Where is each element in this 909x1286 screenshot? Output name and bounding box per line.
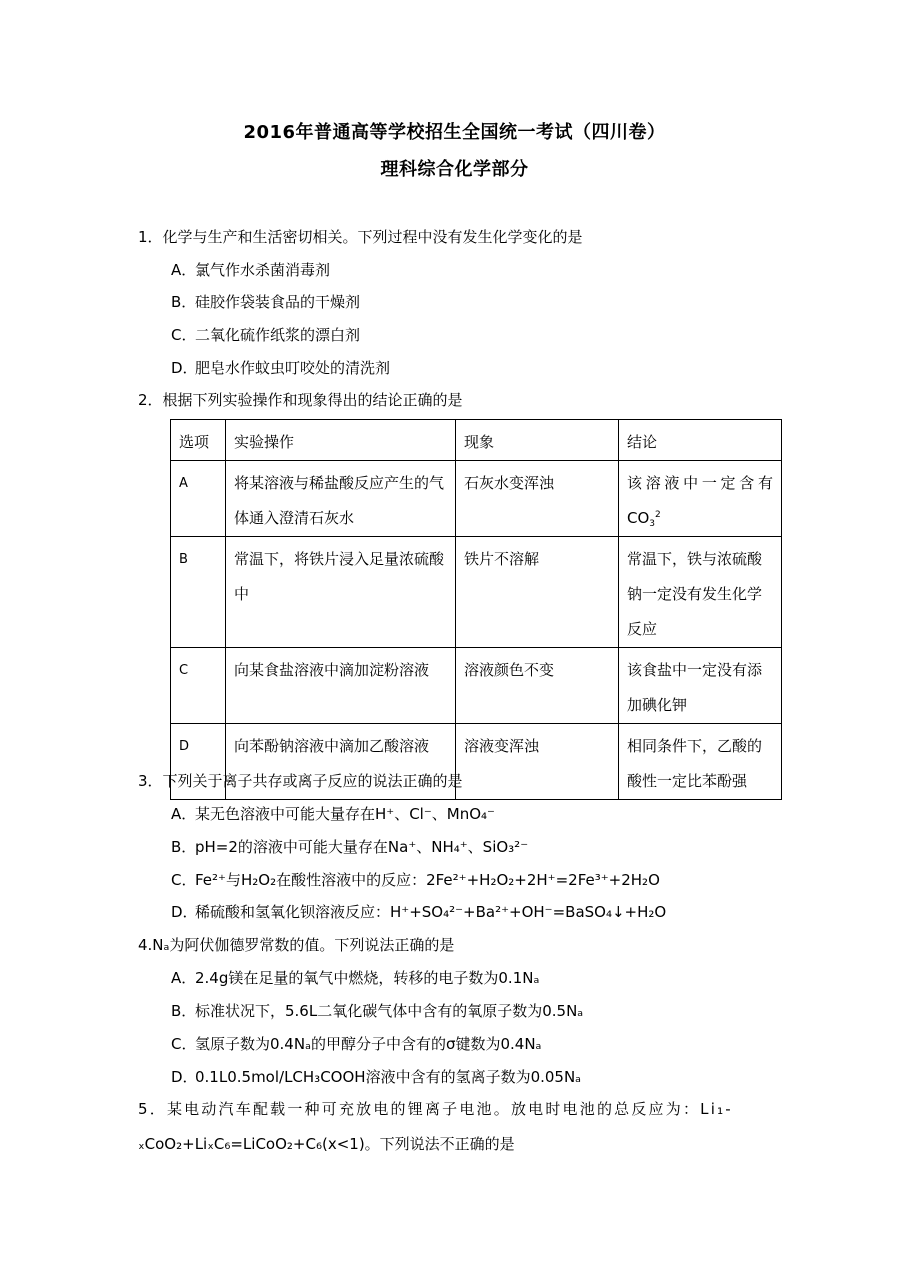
q1-option-d xyxy=(171,357,390,378)
option-text: 稀硫酸和氢氧化钡溶液反应：H⁺+SO₄²⁻+Ba²⁺+OH⁻=BaSO₄↓+H₂O xyxy=(195,903,667,921)
q3-option-b xyxy=(171,836,528,857)
table-cell-phenomenon: 铁片不溶解 xyxy=(456,537,619,648)
option-text: 氢原子数为0.4Nₐ的甲醇分子中含有的σ键数为0.4Nₐ xyxy=(195,1035,542,1053)
option-key: D． xyxy=(171,903,198,921)
table-header-cell: 现象 xyxy=(456,420,619,461)
table-cell-option: A xyxy=(171,461,226,537)
table-header-cell: 实验操作 xyxy=(226,420,456,461)
table-cell-conclusion: 相同条件下，乙酸的酸性一定比苯酚强 xyxy=(619,724,782,800)
option-text: 2.4g镁在足量的氧气中燃烧，转移的电子数为0.1Nₐ xyxy=(195,969,540,987)
q3-option-a xyxy=(171,803,495,824)
question-5-stem-line2: ₓCoO₂+LiₓC₆=LiCoO₂+C₆(x<1)。下列说法不正确的是 xyxy=(138,1135,515,1153)
option-key: B． xyxy=(171,1002,197,1020)
table-cell-conclusion xyxy=(619,461,782,537)
q4-option-c xyxy=(171,1033,541,1054)
option-text: pH=2的溶液中可能大量存在Na⁺、NH₄⁺、SiO₃²⁻ xyxy=(195,838,529,856)
table-row xyxy=(171,648,782,724)
table-header-row xyxy=(171,420,782,461)
q4-option-b xyxy=(171,1000,583,1021)
conclusion-text: 该溶液中一定含有CO xyxy=(627,474,773,527)
option-key: A． xyxy=(171,969,197,987)
question-2-stem: 2．根据下列实验操作和现象得出的结论正确的是 xyxy=(138,391,463,409)
option-text: Fe²⁺与H₂O₂在酸性溶液中的反应：2Fe²⁺+H₂O₂+2H⁺=2Fe³⁺+2H₂O xyxy=(195,871,660,889)
option-key: C． xyxy=(171,1035,197,1053)
table-header-cell: 选项 xyxy=(171,420,226,461)
option-key: B． xyxy=(171,838,197,856)
table-cell-operation: 将某溶液与稀盐酸反应产生的气体通入澄清石灰水 xyxy=(226,461,456,537)
option-key: D． xyxy=(171,1068,198,1086)
question-5-stem-line1: 5．某电动汽车配载一种可充放电的锂离子电池。放电时电池的总反应为：Li₁- xyxy=(138,1100,733,1118)
experiment-table xyxy=(170,419,782,800)
option-key: C． xyxy=(171,326,197,344)
page-subtitle: 理科综合化学部分 xyxy=(380,159,529,180)
q4-option-a xyxy=(171,967,539,988)
option-text: 肥皂水作蚊虫叮咬处的清洗剂 xyxy=(195,359,391,377)
q3-option-c xyxy=(171,869,660,890)
option-key: A． xyxy=(171,805,197,823)
question-4-stem: 4.Nₐ为阿伏伽德罗常数的值。下列说法正确的是 xyxy=(138,936,455,954)
table-cell-phenomenon: 溶液变浑浊 xyxy=(456,724,619,800)
table-cell-operation: 向某食盐溶液中滴加淀粉溶液 xyxy=(226,648,456,724)
option-text: 硅胶作袋装食品的干燥剂 xyxy=(195,293,361,311)
q1-option-a xyxy=(171,259,330,280)
subscript: 3 xyxy=(649,519,656,529)
option-text: 某无色溶液中可能大量存在H⁺、Cl⁻、MnO₄⁻ xyxy=(195,805,495,823)
table-header-cell: 结论 xyxy=(619,420,782,461)
option-text: 二氧化硫作纸浆的漂白剂 xyxy=(195,326,361,344)
table-row xyxy=(171,537,782,648)
option-text: 标准状况下，5.6L二氧化碳气体中含有的氧原子数为0.5Nₐ xyxy=(195,1002,584,1020)
table-cell-option: C xyxy=(171,648,226,724)
q3-option-d xyxy=(171,901,666,922)
q1-option-b xyxy=(171,291,360,312)
q1-option-c xyxy=(171,324,360,345)
q4-option-d xyxy=(171,1066,581,1087)
table-cell-conclusion: 该食盐中一定没有添加碘化钾 xyxy=(619,648,782,724)
table-cell-conclusion: 常温下，铁与浓硫酸钠一定没有发生化学反应 xyxy=(619,537,782,648)
page-title: 2016年普通高等学校招生全国统一考试（四川卷） xyxy=(243,122,666,143)
question-3-stem: 3．下列关于离子共存或离子反应的说法正确的是 xyxy=(138,772,463,790)
option-key: A． xyxy=(171,261,197,279)
option-key: D． xyxy=(171,359,198,377)
option-key: C． xyxy=(171,871,197,889)
option-key: B． xyxy=(171,293,197,311)
question-1-stem: 1．化学与生产和生活密切相关。下列过程中没有发生化学变化的是 xyxy=(138,228,583,246)
table-cell-phenomenon: 溶液颜色不变 xyxy=(456,648,619,724)
option-text: 0.1L0.5mol/LCH₃COOH溶液中含有的氢离子数为0.05Nₐ xyxy=(195,1068,582,1086)
table-cell-operation: 向苯酚钠溶液中滴加乙酸溶液 xyxy=(226,724,456,800)
superscript: 2 xyxy=(655,510,661,520)
table-cell-option: B xyxy=(171,537,226,648)
table-row xyxy=(171,461,782,537)
option-text: 氯气作水杀菌消毒剂 xyxy=(195,261,331,279)
table-cell-operation: 常温下，将铁片浸入足量浓硫酸中 xyxy=(226,537,456,648)
table-cell-phenomenon: 石灰水变浑浊 xyxy=(456,461,619,537)
table-cell-option: D xyxy=(171,724,226,800)
